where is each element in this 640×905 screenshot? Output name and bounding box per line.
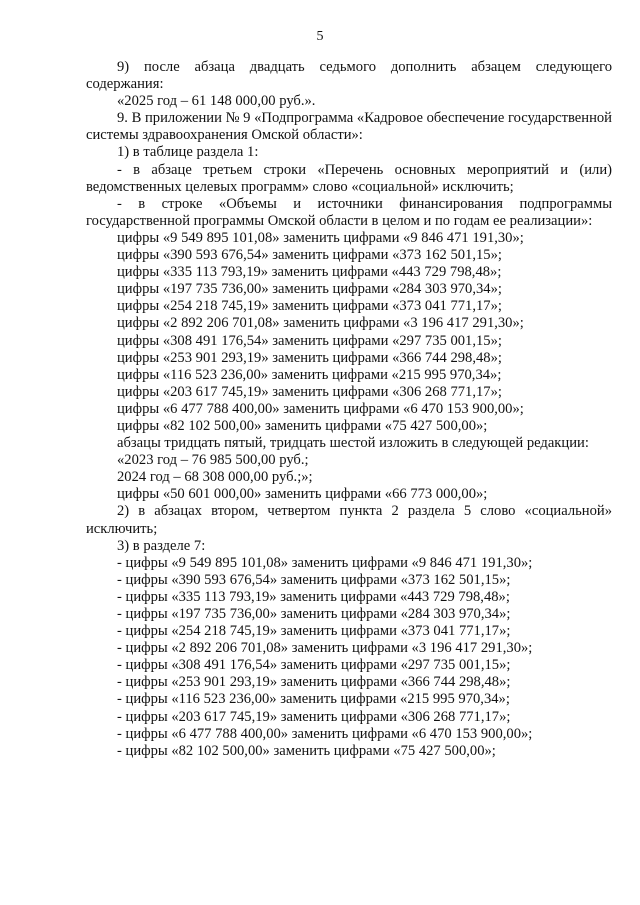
replacement-line: цифры «2 892 206 701,08» заменить цифрами «3 196 417 291,30»; xyxy=(117,315,524,332)
replacement-line: - цифры «6 477 788 400,00» заменить цифрами «6 470 153 900,00»; xyxy=(117,725,533,742)
quote-2025: «2025 год – 61 148 000,00 руб.». xyxy=(117,93,316,110)
replacement-line: - цифры «254 218 745,19» заменить цифрами «373 041 771,17»; xyxy=(117,623,511,640)
paragraph-row-funding: - в строке «Объемы и источники финансирования подпрограммы государственной программы Омской области в целом и по годам ее реализации»: xyxy=(86,195,612,229)
page-number: 5 xyxy=(316,29,324,44)
replacement-line: цифры «390 593 676,54» заменить цифрами «373 162 501,15»; xyxy=(117,247,502,264)
paragraph-annex-9: 9. В приложении № 9 «Подпрограмма «Кадровое обеспечение государственной системы здравоохранения Омской области»: xyxy=(86,110,612,144)
replacement-line: цифры «308 491 176,54» заменить цифрами «297 735 001,15»; xyxy=(117,332,502,349)
replacement-line: - цифры «9 549 895 101,08» заменить цифрами «9 846 471 191,30»; xyxy=(117,554,533,571)
paragraph-item-9: 9) после абзаца двадцать седьмого дополнить абзацем следующего содержания: xyxy=(86,59,612,93)
replacement-line: - цифры «116 523 236,00» заменить цифрами «215 995 970,34»; xyxy=(117,691,510,708)
replacement-line: - цифры «82 102 500,00» заменить цифрами «75 427 500,00»; xyxy=(117,742,496,759)
paragraph-row-activities: - в абзаце третьем строки «Перечень основных мероприятий и (или) ведомственных целевых программ» слово «социальной» исключить; xyxy=(86,161,612,195)
paragraph-section-7: 3) в разделе 7: xyxy=(117,537,206,554)
replacement-line: цифры «254 218 745,19» заменить цифрами «373 041 771,17»; xyxy=(117,298,502,315)
paragraph-table-section-1: 1) в таблице раздела 1: xyxy=(117,144,259,161)
replacements-list-1 xyxy=(86,230,612,435)
quote-2023: «2023 год – 76 985 500,00 руб.; xyxy=(117,452,309,469)
replacement-line: - цифры «203 617 745,19» заменить цифрами «306 268 771,17»; xyxy=(117,708,511,725)
replacement-line: цифры «116 523 236,00» заменить цифрами «215 995 970,34»; xyxy=(117,366,502,383)
paragraph-digits-replace: цифры «50 601 000,00» заменить цифрами «66 773 000,00»; xyxy=(117,486,488,503)
paragraph-section-5: 2) в абзацах втором, четвертом пункта 2 раздела 5 слово «социальной» исключить; xyxy=(86,503,612,537)
replacement-line: цифры «253 901 293,19» заменить цифрами «366 744 298,48»; xyxy=(117,349,502,366)
replacements-list-2 xyxy=(86,555,612,760)
replacement-line: цифры «6 477 788 400,00» заменить цифрами «6 470 153 900,00»; xyxy=(117,400,524,417)
document-body xyxy=(86,59,612,760)
replacement-line: - цифры «253 901 293,19» заменить цифрами «366 744 298,48»; xyxy=(117,674,511,691)
replacement-line: цифры «335 113 793,19» заменить цифрами «443 729 798,48»; xyxy=(117,264,502,281)
replacement-line: цифры «197 735 736,00» заменить цифрами «284 303 970,34»; xyxy=(117,281,502,298)
replacement-line: - цифры «197 735 736,00» заменить цифрами «284 303 970,34»; xyxy=(117,606,511,622)
replacement-line: - цифры «335 113 793,19» заменить цифрами «443 729 798,48»; xyxy=(117,588,510,605)
replacement-line: - цифры «2 892 206 701,08» заменить цифрами «3 196 417 291,30»; xyxy=(117,640,533,657)
quote-2024: 2024 год – 68 308 000,00 руб.;»; xyxy=(117,469,313,486)
replacement-line: цифры «9 549 895 101,08» заменить цифрами «9 846 471 191,30»; xyxy=(117,229,524,246)
replacement-line: - цифры «308 491 176,54» заменить цифрами «297 735 001,15»; xyxy=(117,657,511,674)
replacement-line: цифры «203 617 745,19» заменить цифрами «306 268 771,17»; xyxy=(117,383,502,400)
replacement-line: - цифры «390 593 676,54» заменить цифрами «373 162 501,15»; xyxy=(117,571,511,588)
paragraph-new-wording: абзацы тридцать пятый, тридцать шестой изложить в следующей редакции: xyxy=(117,435,589,452)
replacement-line: цифры «82 102 500,00» заменить цифрами «75 427 500,00»; xyxy=(117,417,488,434)
